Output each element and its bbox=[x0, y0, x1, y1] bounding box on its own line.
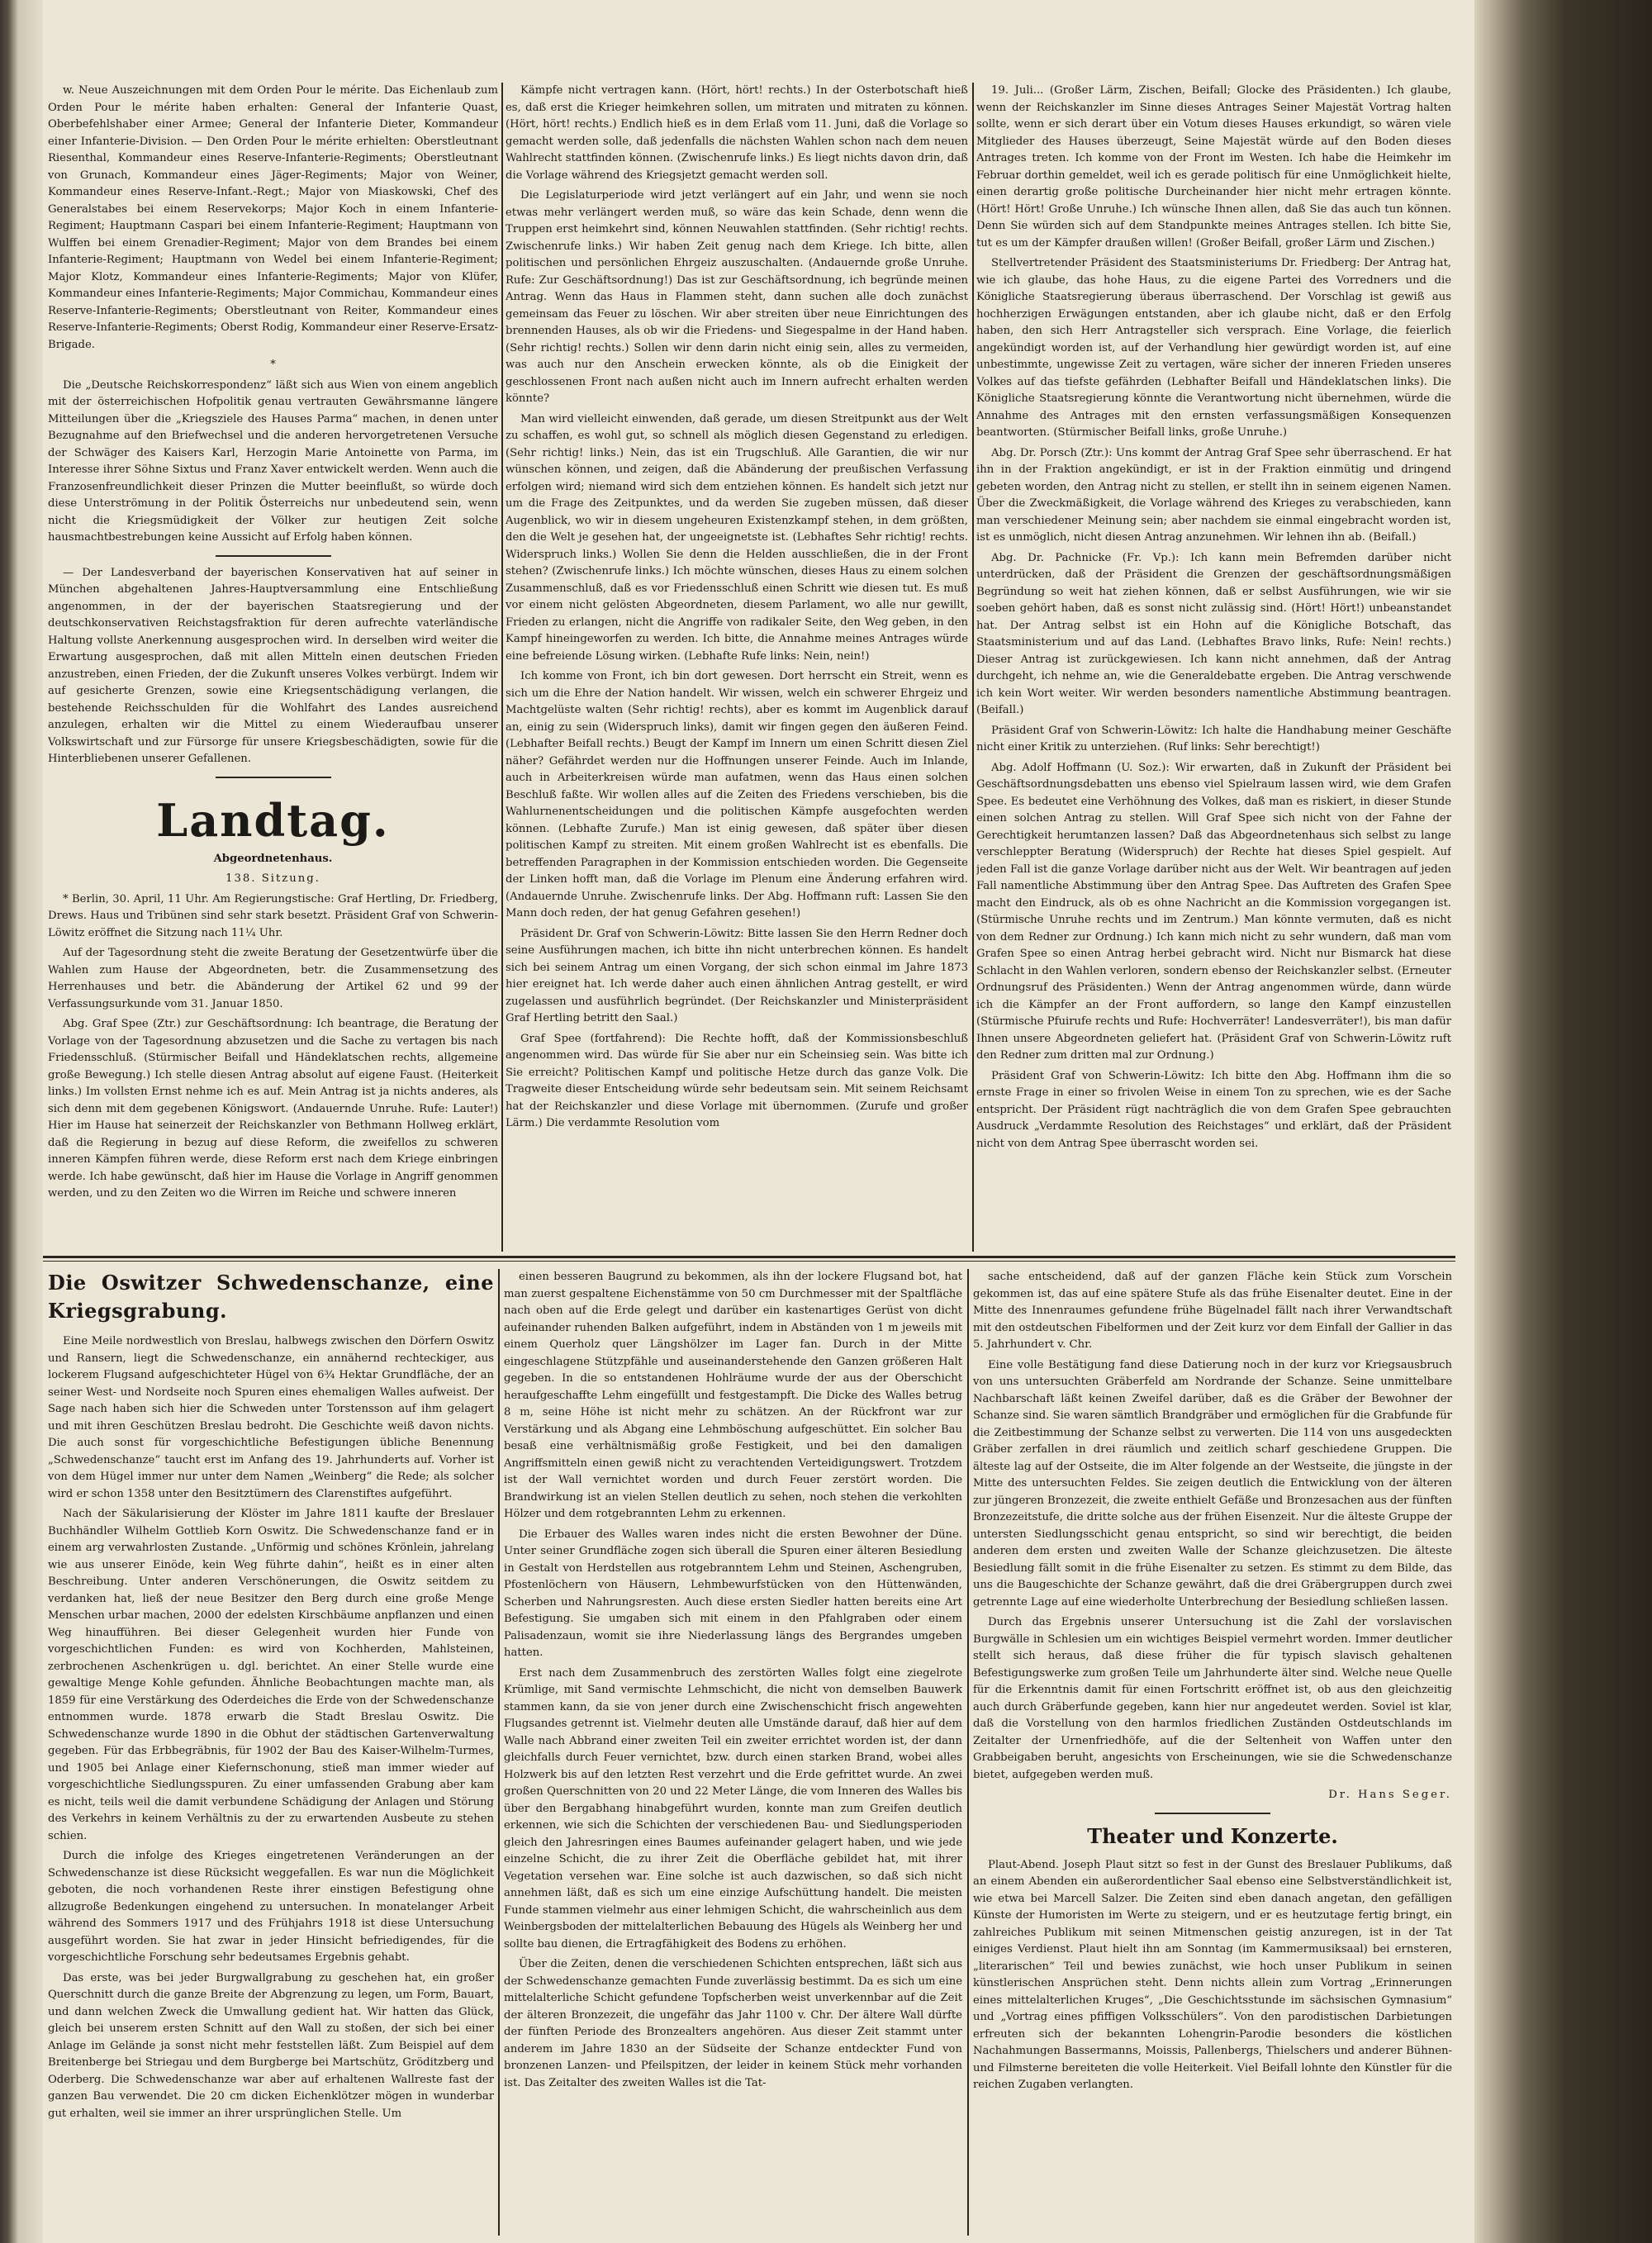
article-paragraph: sache entscheidend, daß auf der ganzen Fläche kein Stück zum Vorschein gekommen ist, das auf eine spätere Stufe als das frühe Eisenalter deutet. Eine in der Mitte des Innenraumes gefundene frühe Bügelnadel fällt nach ihrer Verwandtschaft mit den ostdeutschen Fibelformen und der Zeit kurz vor dem Einfall der Gallier in das 5. Jahrhundert v. Chr. bbox=[973, 1271, 1452, 1351]
sitzung-number: 138. Sitzung. bbox=[225, 872, 320, 885]
article-paragraph: Nach der Säkularisierung der Klöster im Jahre 1811 kaufte der Breslauer Buchhändler Wilhelm Gottlieb Korn Oswitz. Die Schwedenschanze fand er in einem arg verwahrlosten Zustande. „Unförmig und schönes Krönlein, jahrelang wie aus unserer Einöde, kein Weg führte dahin“, heißt es in einer alten Beschreibung. Unter anderen Verschönerungen, die Oswitz seitdem zu verdanken hat, ließ der neue Besitzer den Berg durch eine große Menge Menschen urbar machen, 2000 der edelsten Kirschbäume anpflanzen und einen Weg hinaufführen. Bei dieser Gelegenheit wurden hier Funde von vorgeschichtlichen Funden: es wird von Kochherden, Mahlsteinen, zerbrochenen Aschenkrügen u. dgl. berichtet. An einer Stelle wurde eine gewaltige Menge Kohle gefunden. Ähnliche Beobachtungen machte man, als 1859 für eine Verstärkung des Oderdeiches die Erde von der Schwedenschanze entnommen wurde. 1878 erwarb die Stadt Breslau Oswitz. Die Schwedenschanze wurde 1890 in die Obhut der städtischen Gartenverwaltung gegeben. Für das Erbbegräbnis, für 1902 der Bau des Kaiser-Wilhelm-Turmes, und 1905 bei Anlage einer Kiefernschonung, stieß man immer wieder auf vorgeschichtliche Siedlungsspuren. Zu einer umfassenden Grabung aber kam es nicht, teils weil die damit verbundene Schädigung der Anlagen und Störung des Verkehrs in keinem Verhältnis zu der zu erwartenden Ausbeute zu stehen schien. bbox=[48, 1508, 494, 1842]
article-paragraph: Über die Zeiten, denen die verschiedenen Schichten entsprechen, läßt sich aus der Schwedenschanze gemachten Funde zuverlässig bestimmt. Da es sich um eine mittelalterliche Schicht gefundene Topfscherben weist unverkennbar auf die Zeit der älteren Bronzezeit, die ungefähr das Jahr 1100 v. Chr. Der ältere Wall dürfte der fünften Periode des Bronzealters angehören. Aus dieser Zeit stammt unter anderem im Jahre 1830 an der Südseite der Schanze entdeckter Fund von bronzenen Lanzen- und Pfeilspitzen, der leider in keinem Stück mehr vorhanden ist. Das Zeitalter des zweiten Walles ist die Tat- bbox=[504, 1958, 962, 2089]
column-rule bbox=[501, 83, 503, 1252]
article-column-1 bbox=[48, 1269, 494, 2236]
session-paragraph: Präsident Graf von Schwerin-Löwitz: Ich halte die Handhabung meiner Geschäfte nicht einer Kritik zu unterziehen. (Ruf links: Sehr berechtigt!) bbox=[976, 724, 1451, 753]
article-paragraph: Eine volle Bestätigung fand diese Datierung noch in der kurz vor Kriegsausbruch von uns untersuchten Gräberfeld am Nordrande der Schanze. Seine unmittelbare Nachbarschaft läßt keinen Zweifel darüber, daß es die Gräber der Bewohner der Schanze sind. Sie waren sämtlich Brandgräber und ermöglichen für die Grabfunde für die Zeitbestimmung der Schanze selbst zu verwerten. Die 114 von uns ausgedeckten Gräber zerfallen in drei räumlich und zeitlich scharf geschiedene Gruppen. Die älteste lag auf der Ostseite, die im Alter folgende an der Westseite, die jüngste in der Mitte des untersuchten Feldes. Sie zeigen deutlich die Entwicklung von der älteren zur jüngeren Bronzezeit, die zweite enthielt Gefäße und Bronzesachen aus der fünften Bronzezeitstufe, die dritte solche aus der frühen Eisenzeit. Nur die älteste Gruppe der untersten Siedlungsschicht genau entspricht, so sind wir berechtigt, die beiden anderen dem ersten und zweiten Walle der Schanze gleichzusetzen. Die älteste Besiedlung fällt somit in die frühe Eisenalter zu setzen. Es stimmt zu dem Bilde, das uns die Baugeschichte der Schanze gewährt, daß die drei Gräbergruppen durch zwei getrennte Lage auf eine wiederholte Unterbrechung der Besiedlung schließen lassen. bbox=[973, 1358, 1452, 1609]
article-signature: Dr. Hans Seger. bbox=[1328, 1789, 1452, 1801]
review-paragraph: Plaut-Abend. Joseph Plaut sitzt so fest in der Gunst des Breslauer Publikums, daß an einem Abenden ein außerordentlicher Saal ebenso eine Selbstverständlichkeit ist, wie etwa bei Marcell Salzer. Die Zeiten sind eben danach angetan, den gefälligen Künste der Humoristen im Werte zu steigern, und er es heutzutage fertig bringt, ein zahlreiches Publikum mit seinen Mitmenschen geistig anzuregen, ist in der Tat einiges Verdienst. Plaut hielt ihn am Sonntag (im Kammermusiksaal) bei ernsteren, „literarischen“ Teil und bewies zunächst, wie hoch unser Publikum in seinen künstlerischen Ansprüchen steht. Denn nichts allein zum Vortrag „Erinnerungen eines mittelalterlichen Kruges“, „Die Geschichtsstunde im sächsischen Gymnasium“ und „Vortrag eines pfiffigen Volksschülers“. Von den parodistischen Darbietungen erfreuten sich der bekannten Lohengrin-Parodie besonders die köstlichen Nachahmungen Bassermanns, Moissis, Pallenbergs, Thielschers und anderer Bühnen- und Filmsterne bereiteten die volle Heiterkeit. Viel Beifall lohnte den Künstler für die reichen Zugaben verlangten. bbox=[973, 1858, 1452, 2091]
article-headline: Die Oswitzer Schwedenschanze, eine Kriegsgrabung. bbox=[48, 1271, 494, 1323]
military-honors-section bbox=[48, 83, 498, 354]
session-paragraph: Auf der Tagesordnung steht die zweite Beratung der Gesetzentwürfe über die Wahlen zum Hause der Abgeordneten, betr. die Zusammensetzung des Herrenhauses und betr. die Abänderung der Artikel 62 und 99 der Verfassungsurkunde vom 31. Januar 1850. bbox=[48, 947, 498, 1010]
session-paragraph: * Berlin, 30. April, 11 Uhr. Am Regierungstische: Graf Hertling, Dr. Friedberg, Drews. Haus und Tribünen sind sehr stark besetzt. Präsident Graf von Schwerin-Löwitz eröffnet die Sitzung nach 11¼ Uhr. bbox=[48, 892, 498, 939]
short-divider bbox=[1155, 1813, 1270, 1814]
column-left-upper bbox=[48, 83, 498, 1247]
article-paragraph: Das erste, was bei jeder Burgwallgrabung zu geschehen hat, ein großer Querschnitt durch die ganze Breite der Abgrenzung zu legen, um Form, Bauart, und dann welchen Zweck die Umwallung gedient hat. Wir hatten das Glück, gleich bei unserem ersten Schnitt auf den Wall zu stoßen, der sich bei einer Anlage im Gelände ja sonst nicht mehr feststellen läßt. Zum Beispiel auf dem Breitenberge bei Striegau und dem Burgberge bei Martschütz, Gröditzberg und Oderberg. Die Schwedenschanze war aber auf erhaltenen Wallreste fast der ganzen Bau verwendet. Die 20 cm dicken Eichenklötzer mögen in wunderbar gut erhalten, weil sie immer an ihrer ursprünglichen Stelle. Um bbox=[48, 1971, 494, 2120]
abgeordnetenhaus-subheading: Abgeordnetenhaus. bbox=[213, 852, 333, 865]
session-paragraph: Kämpfe nicht vertragen kann. (Hört, hört! rechts.) In der Osterbotschaft hieß es, daß erst die Krieger heimkehren sollen, um mitraten und mitraten zu können. (Hört, hört! rechts.) Endlich hieß es in dem Erlaß vom 11. Juni, daß die Vorlage so gemacht werden solle, daß jedenfalls die nächsten Wahlen schon nach dem neuen Wahlrecht stattfinden können. (Zwischenrufe links.) Es liegt nichts davon drin, daß die Vorlage während des Kriegsjetzt gemacht werden soll. bbox=[506, 84, 968, 182]
session-paragraph: Abg. Dr. Porsch (Ztr.): Uns kommt der Antrag Graf Spee sehr überraschend. Er hat ihn in der Fraktion angekündigt, er ist in der Fraktion einmütig und dringend gebeten worden, den Antrag nicht zu stellen, er stellt ihn in seinem eigenen Namen. Über die Zweckmäßigkeit, die Vorlage während des Krieges zu verabschieden, kann man verschiedener Meinung sein; aber nachdem sie einmal eingebracht worden ist, ist es unmöglich, nicht diesen Antrag anzunehmen. Wir lehnen ihn ab. (Beifall.) bbox=[976, 446, 1451, 544]
article-paragraph: Durch die infolge des Krieges eingetretenen Veränderungen an der Schwedenschanze ist diese Rücksicht weggefallen. Es war nun die Möglichkeit geboten, die noch vorhandenen Reste ihrer einstigen Befestigung ohne allzugroße Bedenkungen eingehend zu untersuchen. In monatelanger Arbeit während des Sommers 1917 und des Frühjahrs 1918 ist diese Untersuchung ausgeführt worden. Sie hat zwar in jeder Hinsicht befriedigendes, für die vorgeschichtliche Forschung sehr bedeutsames Ergebnis gehabt. bbox=[48, 1850, 494, 1964]
article-paragraph: Durch das Ergebnis unserer Untersuchung ist die Zahl der vorslavischen Burgwälle in Schlesien um ein wichtiges Beispiel vermehrt worden. Immer deutlicher stellt sich heraus, daß diese früher die für typisch slavisch gehaltenen Befestigungswerke zum großen Teile um Jahrhunderte älter sind. Welche neue Quelle für die Erkenntnis damit für einen Fortschritt eröffnet ist, ob aus den gleichzeitig auch durch Gräberfunde gegeben, kann hier nur angedeutet werden. Soviel ist klar, daß die Vorstellung von den harmlos friedlichen Zuständen Ostdeutschlands im Zeitalter der Urnenfriedhöfe, auf die der Seltenheit von Waffen unter den Grabbeigaben beruht, angesichts von Erscheinungen, wie sie die Schwedenschanze bietet, aufgegeben werden muß. bbox=[973, 1616, 1452, 1781]
session-report bbox=[48, 891, 498, 1203]
section-star: * bbox=[270, 359, 276, 371]
session-paragraph: 19. Juli... (Großer Lärm, Zischen, Beifall; Glocke des Präsidenten.) Ich glaube, wenn der Reichskanzler im Sinne dieses Antrages Seiner Majestät Vortrag halten sollte, wenn er sich derart über ein Votum dieses Hauses erkundigt, so wären viele Mitglieder des Hauses überzeugt, Seine Majestät würde auf den Boden dieses Antrages treten. Ich komme von der Front im Westen. Ich habe die Heimkehr im Februar dorthin gemeldet, weil ich es gerade politisch für eine Unmöglichkeit hielte, einen derartig große politische Durcheinander hier nicht mehr ertragen könnte. (Hört! Hört! Große Unruhe.) Ich wünsche Ihnen allen, daß Sie das auch tun können. Denn Sie würden sich auf dem Standpunkte meines Antrages stellen. Ich bitte Sie, tut es um der Kämpfer draußen willen! (Großer Beifall, großer Lärm und Zischen.) bbox=[976, 84, 1451, 249]
session-paragraph: Graf Spee (fortfahrend): Die Rechte hofft, daß der Kommissionsbeschluß angenommen wird. Das würde für Sie aber nur ein Scheinsieg sein. Was bitte ich Sie erreicht? Politischen Kampf und politische Hetze durch das ganze Volk. Die Tragweite dieser Entscheidung würde sehr bedeutsam sein. Mit seinem Reichsamt hat der Reichskanzler und diese Vorlage mit übernommen. (Zurufe und großer Lärm.) Die verdammte Resolution vom bbox=[506, 1032, 968, 1129]
news-paragraph: Die „Deutsche Reichskorrespondenz“ läßt sich aus Wien von einem angeblich mit der österreichischen Hofpolitik genau vertrauten Gewährsmanne längere Mitteilungen über die „Kriegsziele des Hauses Parma“ machen, in denen unter Bezugnahme auf den Briefwechsel und die anderen hervorgetretenen Versuche der Schwäger des Kaisers Karl, Herzogin Marie Antoinette von Parma, im Interesse ihrer Söhne Sixtus und Franz Xaver entwickelt werden. Wenn auch die Franzosenfreundlichkeit dieser Prinzen die Mutter beeinflußt, so würde doch diese Unterströmung in der Politik Österreichs nur unbedeutend sein, wenn nicht die Kriegsmüdigkeit der Völker zur heutigen Zeit solche hausmachtbestrebungen keine Aussicht auf Erfolg haben können. bbox=[48, 378, 498, 544]
news-paragraph: — Der Landesverband der bayerischen Konservativen hat auf seiner in München abgehaltenen Jahres-Hauptversammlung eine Entschließung angenommen, in der der bayerischen Staatsregierung und der deutschkonservativen Reichstagsfraktion für deren aufrechte vaterländische Haltung vollste Anerkennung ausgesprochen wird. In derselben wird weiter die Erwartung ausgesprochen, daß mit allen Mitteln einen deutschen Frieden anzustreben, einen Frieden, der die Zukunft unseres Volkes verbürgt. Indem wir auf gesicherte Grenzen, sowie eine Kriegsentschädigung verlangen, die bestehende Reichsschulden für die Wohlfahrt des Landes ausreichend anzulegen, erhalten wir die Mittel zu einem Wiederaufbau unserer Volkswirtschaft und zur Fürsorge für unsere Kriegsbeschädigten, sowie für die Hinterbliebenen unserer Gefallenen. bbox=[48, 566, 498, 765]
column-rule bbox=[498, 1269, 500, 2236]
article-paragraph: Die Erbauer des Walles waren indes nicht die ersten Bewohner der Düne. Unter seiner Grundfläche zogen sich überall die Spuren einer älteren Besiedlung in Gestalt von Herdstellen aus rotgebranntem Lehm und Steinen, Aschengruben, Pfostenlöchern von Häusern, Lehmbewurfstücken von den Hüttenwänden, Scherben und Nahrungsresten. Auch diese ersten Siedler hatten bereits eine Art Befestigung. Sie umgaben sich mit einem in den Pfahlgraben oder einem Palisadenzaun, womit sie ihre Niederlassung längs des Bergrandes umgeben hatten. bbox=[504, 1528, 962, 1659]
landtag-heading: Landtag. bbox=[156, 793, 390, 847]
column-right-upper bbox=[976, 83, 1451, 1247]
column-middle-upper bbox=[506, 83, 968, 1247]
article-column-3 bbox=[973, 1269, 1452, 2236]
column-rule bbox=[967, 1269, 969, 2236]
session-paragraph: Stellvertretender Präsident des Staatsministeriums Dr. Friedberg: Der Antrag hat, wie ich glaube, das hohe Haus, zu die eigene Partei des Vorredners und die Königliche Staatsregierung überaus überraschend. Der Vorschlag ist gewiß aus hochherzigen Erwägungen entstanden, aber ich glaube nicht, daß er den Erfolg haben, den sich Herr Antragsteller sich versprach. Eine Vorlage, die feierlich angekündigt worden ist, auf der Verhandlung hier gewürdigt worden ist, auf eine unbestimmte, ungewisse Zeit zu vertagen, wäre sicher der inneren Frieden unseres Volkes auf das tiefste gefährden (Lebhafter Beifall und Händeklatschen links). Die Königliche Staatsregierung könnte die Verantwortung nicht übernehmen, würde die Annahme des Antrages mit den ernsten verfassungsmäßigen Konsequenzen beantworten. (Stürmischer Beifall links, große Unruhe.) bbox=[976, 257, 1451, 439]
session-paragraph: Abg. Graf Spee (Ztr.) zur Geschäftsordnung: Ich beantrage, die Beratung der Vorlage von der Tagesordnung abzusetzen und die Sache zu vertagen bis nach Friedensschluß. (Stürmischer Beifall und Händeklatschen rechts, allgemeine große Bewegung.) Ich stelle diesen Antrag absolut auf eigene Faust. (Heiterkeit links.) Im vollsten Ernst nehme ich es auf. Mein Antrag ist ja nichts anderes, als sich denn mit dem gegebenen Königswort. (Andauernde Unruhe. Rufe: Lauter!) Hier im Hause hat seinerzeit der Reichskanzler von Bethmann Hollweg erklärt, daß die Regierung in bezug auf diese Reform, die zweifellos zu schweren inneren Kämpfen führen werde, diese Reform erst nach dem Kriege einbringen werde. Ich habe gewünscht, daß hier im Hause die Vorlage in Angriff genommen werden, und zu den Zeiten wo die Wirren im Reiche und schwere inneren bbox=[48, 1018, 498, 1200]
short-divider bbox=[216, 777, 331, 778]
session-paragraph: Man wird vielleicht einwenden, daß gerade, um diesen Streitpunkt aus der Welt zu schaffen, es wohl gut, so schnell als möglich diesen Gegenstand zu erledigen. (Sehr richtig! links.) Nein, das ist ein Trugschluß. Alle Garantien, die wir nur wünschen können, und zeigen, daß die Abänderung der preußischen Verfassung erfolgen wird; niemand wird sich dem entziehen können. Es handelt sich jetzt nur um die Frage des Zeitpunktes, und da werden Sie zugeben müssen, daß dieser Augenblick, wo wir in diesem ungeheuren Existenzkampf stehen, in dem größten, den die Welt je gesehen hat, der ungeeignetste ist. (Lebhaftes Sehr richtig! rechts. Widerspruch links.) Wollen Sie denn die Helden ausschließen, die in der Front stehen? (Zwischenrufe links.) Ich möchte wünschen, dieses Haus zu einem solchen Zusammenschluß, daß es vor Friedensschluß einen Schritt wie diesen tut. Es muß vor einem nicht gelösten Abgeordneten, diesem Parlament, wo alle nur gewillt, Frieden zu erlangen, nicht die Angriffe von radikaler Seite, den Weg geben, in den Kampf hineingeworfen zu werden. Ich bitte, die Annahme meines Antrages würde eine befreiende Lösung wirken. (Lebhafte Rufe links: Nein, nein!) bbox=[506, 412, 968, 663]
article-paragraph: Eine Meile nordwestlich von Breslau, halbwegs zwischen den Dörfern Oswitz und Ransern, liegt die Schwedenschanze, ein annähernd rechteckiger, aus lockerem Flugsand aufgeschichteter Hügel von 6¾ Hektar Grundfläche, der an seiner West- und Nordseite noch Spuren eines ehemaligen Walles aufweist. Der Sage nach haben sich hier die Schweden unter Torstensson auf ihm gelagert und mit ihren Geschützen Breslau bedroht. Die Geschichte weiß davon nichts. Die auch sonst für vorgeschichtliche Befestigungen übliche Benennung „Schwedenschanze“ taucht erst im Anfang des 19. Jahrhunderts auf. Vorher ist von dem Hügel immer nur unter dem Namen „Weinberg“ die Rede; als solcher wird er schon 1358 unter den Besitztümern des Clarenstiftes aufgeführt. bbox=[48, 1335, 494, 1500]
session-paragraph: Präsident Graf von Schwerin-Löwitz: Ich bitte den Abg. Hoffmann ihm die so ernste Frage in einer so frivolen Weise in einem Ton zu sprechen, wie es der Sache entspricht. Der Präsident rügt nachträglich die von dem Grafen Spee gebrauchten Ausdruck „Verdammte Resolution des Reichstages“ und erklärt, daß der Präsident nicht von dem Antrag Spee überrascht worden sei. bbox=[976, 1069, 1451, 1150]
section-divider-thin bbox=[43, 1261, 1455, 1262]
theater-headline: Theater und Konzerte. bbox=[1087, 1823, 1338, 1848]
short-divider bbox=[216, 555, 331, 557]
session-paragraph: Präsident Dr. Graf von Schwerin-Löwitz: Bitte lassen Sie den Herrn Redner doch seine Ausführungen machen, ich bitte ihn nicht unterbrechen können. Es handelt sich bei seinem Antrag um einen Vorgang, der sich schon einmal im Jahre 1873 hier ereignet hat. Ich werde daher auch einen ähnlichen Antrag gestellt, er wird zugelassen und ausführlich begründet. (Der Reichskanzler und Ministerpräsident Graf Hertling betritt den Saal.) bbox=[506, 927, 968, 1024]
book-edge-right bbox=[1474, 0, 1652, 2243]
news-paragraph: w. Neue Auszeichnungen mit dem Orden Pour le mérite. Das Eichenlaub zum Orden Pour le mérite haben erhalten: General der Infanterie Quast, Oberbefehlshaber einer Armee; General der Infanterie Dieter, Kommandeur einer Infanterie-Division. — Den Orden Pour le mérite erhielten: Oberstleutnant Riesenthal, Kommandeur eines Reserve-Infanterie-Regiments; Oberstleutnant von Grunach, Kommandeur eines Jäger-Regiments; Major von Weiner, Kommandeur eines Reserve-Infant.-Regt.; Major von Miaskowski, Chef des Generalstabes bei einem Reservekorps; Major Koch in einem Infanterie-Regiment; Hauptmann Caspari bei einem Infanterie-Regiment; Hauptmann von Wulffen bei einem Grenadier-Regiment; Major von dem Brandes bei einem Infanterie-Regiment; Hauptmann von Wedel bei einem Infanterie-Regiment; Major Klotz, Kommandeur eines Infanterie-Regiments; Major von Klüfer, Kommandeur eines Infanterie-Regiments; Major Commichau, Kommandeur eines Reserve-Infanterie-Regiments; Oberstleutnant von Reiter, Kommandeur eines Reserve-Infanterie-Regiments; Oberst Rodig, Kommandeur einer Reserve-Ersatz-Brigade. bbox=[48, 84, 498, 351]
article-column-2 bbox=[504, 1269, 962, 2236]
column-rule bbox=[972, 83, 974, 1252]
binding-shadow-left bbox=[0, 0, 43, 2243]
session-paragraph: Die Legislaturperiode wird jetzt verlängert auf ein Jahr, und wenn sie noch etwas mehr verlängert werden muß, so wäre das kein Schade, denn wenn die Truppen erst heimkehrt sind, können Neuwahlen stattfinden. (Sehr richtig! rechts. Zwischenrufe links.) Wir haben Zeit genug nach dem Kriege. Ich bitte, allen politischen und persönlichen Ehrgeiz auszuschalten. (Andauernde große Unruhe. Rufe: Zur Geschäftsordnung!) Das ist zur Geschäftsordnung, ich begründe meinen Antrag. Wenn das Haus in Flammen steht, dann suchen alle doch zunächst gemeinsam das Feuer zu löschen. Wir aber streiten über neue Einrichtungen des brennenden Hauses, als ob wir die Friedens- und Siegespalme in der Hand haben. (Sehr richtig! rechts.) Sollen wir denn darin nicht einig sein, alles zu vermeiden, was auch nur den Anschein erwecken könnte, als ob die Einigkeit der geschlossenen Front nach außen nicht auch im Innern aufrecht erhalten werden könnte? bbox=[506, 189, 968, 405]
session-paragraph: Abg. Adolf Hoffmann (U. Soz.): Wir erwarten, daß in Zukunft der Präsident bei Geschäftsordnungsdebatten uns ebenso viel Spielraum lassen wird, wie dem Grafen Spee. Es bedeutet eine Verhöhnung des Volkes, daß man es riskiert, in dieser Stunde einen solchen Antrag zu stellen. Will Graf Spee sich nicht von der Fahne der Gerechtigkeit herumtanzen lassen? Daß das Abgeordnetenhaus sich selbst zu lange verschleppter Beratung (Widerspruch) der Rechte hat dieses Spiel gespielt. Auf jeden Fall ist die ganze Vorlage darüber nicht aus der Welt. Wir beantragen auf jeden Fall namentliche Abstimmung über den Antrag Spee. Das Auftreten des Grafen Spee macht den Eindruck, als ob es ohne Nachricht an die Kommission vorgegangen ist. (Stürmische Unruhe rechts und im Zentrum.) Man könnte vermuten, daß es nicht von dem Redner zur Ordnung.) Ich kann mich nicht zu sehr wundern, daß man vom Grafen Spee so einen Antrag herbei gebracht wird. Nicht nur Bismarck hat diese Schlacht in den Wahlen verloren, sondern ebenso der Reichskanzler selbst. (Erneuter Ordnungsruf des Präsidenten.) Wenn der Antrag angenommen würde, dann würde ich die Kämpfer an der Front auffordern, so lange den Kampf einzustellen (Stürmische Pfuirufe rechts und Rufe: Hochverräter! Landesverräter!), bis man dafür Ihnen unsere Abgeordneten geliefert hat. (Präsident Graf von Schwerin-Löwitz ruft den Redner zum dritten mal zur Ordnung.) bbox=[976, 761, 1451, 1062]
article-paragraph: Erst nach dem Zusammenbruch des zerstörten Walles folgt eine ziegelrote Krümlige, mit Sand vermischte Lehmschicht, die nicht von demselben Bauwerk stammen kann, da sie von jener durch eine Zwischenschicht frisch angewehten Flugsandes getrennt ist. Vielmehr deuten alle Umstände darauf, daß hier auf dem Walle nach Abbrand einer zweiten Teil ein zweiter errichtet worden ist, der dann gleichfalls durch Feuer vernichtet, bzw. durch einen starken Brand, wobei alles Holzwerk bis auf den letzten Rest verzehrt und die Erde gefrittet wurde. An zwei großen Querschnitten von 20 und 22 Meter Länge, die vom Inneren des Walles bis über den Bergabhang hinabgeführt wurden, konnte man zum Greifen deutlich erkennen, wie sich die Schichten der verschiedenen Bau- und Siedlungsperioden gleich den Jahresringen eines Baumes aufeinander gelagert haben, und wie jede einzelne Schicht, die zu ihrer Zeit die Oberfläche gebildet hat, mit ihrer Vegetation versehen war. Eine solche ist auch dazwischen, so daß sich nicht annehmen läßt, daß es sich um eine einzige Aufschüttung handelt. Die meisten Funde stammen vielmehr aus einer lehmigen Schicht, die wahrscheinlich aus dem Weinbergsboden der mittelalterlichen Bebauung des Hügels als Weinberg her und sollte bau dienen, die Ertragfähigkeit des Bodens zu erhöhen. bbox=[504, 1666, 962, 1951]
session-paragraph: Ich komme von Front, ich bin dort gewesen. Dort herrscht ein Streit, wenn es sich um die Ehre der Nation handelt. Wir wissen, welch ein schwerer Ehrgeiz und Machtgelüste walten (Sehr richtig! rechts), aber es kommt im Augenblick darauf an, einig zu sein (Widerspruch links), damit wir fingen gegen den äußeren Feind. (Lebhafter Beifall rechts.) Beugt der Kampf im Innern um einen Schritt diesen Ziel näher? Gefährdet werden nur die Hoffnungen unserer Feinde. Auch im Inlande, auch in Arbeiterkreisen würde man aufatmen, wenn das Haus einen solchen Beschluß faßte. Wir wollen alles auf die Zeiten des Friedens verschieben, bis die Wahlurnenentscheidungen und die politischen Kämpfe ausgefochten werden können. (Lebhafte Zurufe.) Man ist einig gewesen, daß später über diesen politischen Kampf zu streiten. Mit einem großen Wahlrecht ist es ebenfalls. Die betreffenden Paragraphen in der Kommission entschieden worden. Die Gegenseite der Linken hofft man, daß die Vorlage im Plenum eine Änderung erfahren wird. (Andauernde Unruhe. Zwischenrufe links. Der Abg. Hoffmann ruft: Lassen Sie den Mann doch reden, der hat genug Gefahren gesehen!) bbox=[506, 670, 968, 920]
parma-article bbox=[48, 378, 498, 547]
article-paragraph: einen besseren Baugrund zu bekommen, als ihn der lockere Flugsand bot, hat man zuerst gespaltene Eichenstämme von 50 cm Durchmesser mit der Spaltfläche nach oben auf die Erde gelegt und darüber ein kastenartiges Gerüst von dicht aufeinander ruhenden Balken aufgeführt, indem in Abständen von 1 m jeweils mit einem Querholz quer Längshölzer im Lager fan. Durch in der Mitte eingeschlagene Stützpfähle und auseinanderstehende den Ganzen größeren Halt gegeben. In die so entstandenen Hohlräume wurde der aus der Oberschicht heraufgeschaffte Lehm eingefüllt und festgestampft. Die Dicke des Walles betrug 8 m, seine Höhe ist nicht mehr zu schätzen. An der Rückfront war zur Verstärkung und als Abgang eine Lehmböschung aufgeschüttet. Ein solcher Bau besaß eine verhältnismäßig große Festigkeit, und bei den damaligen Angriffsmitteln einen gewiß nicht zu verachtenden Verteidigungswert. Trotzdem ist der Wall vernichtet worden und durch Feuer zerstört worden. Die Brandwirkung ist an vielen Stellen deutlich zu sehen, noch stehen die verkohlten Hölzer und dem rotgebrannten Lehm zu erkennen. bbox=[504, 1271, 962, 1520]
section-divider bbox=[43, 1256, 1455, 1258]
conservatives-article bbox=[48, 565, 498, 768]
session-paragraph: Abg. Dr. Pachnicke (Fr. Vp.): Ich kann mein Befremden darüber nicht unterdrücken, daß der Präsident die Grenzen der geschäftsordnungsmäßigen Begründung so weit hat ziehen können, daß er selbst Ausführungen, wie wir sie soeben gehört haben, daß es sonst nicht zulässig sind. (Hört! Hört!) unbeanstandet hat. Der Antrag selbst ist ein Hohn auf die Königliche Botschaft, das Staatsministerium und auf das Land. (Lebhaftes Bravo links, Rufe: Nein! rechts.) Dieser Antrag ist zurückgewiesen. Ich kann nicht annehmen, daß der Antrag durchgeht, ich nehme an, wie die Generaldebatte ergeben. Die Antrag verschwende ich kein Wort weiter. Wir werden besonders namentliche Abstimmung beantragen. (Beifall.) bbox=[976, 551, 1451, 716]
